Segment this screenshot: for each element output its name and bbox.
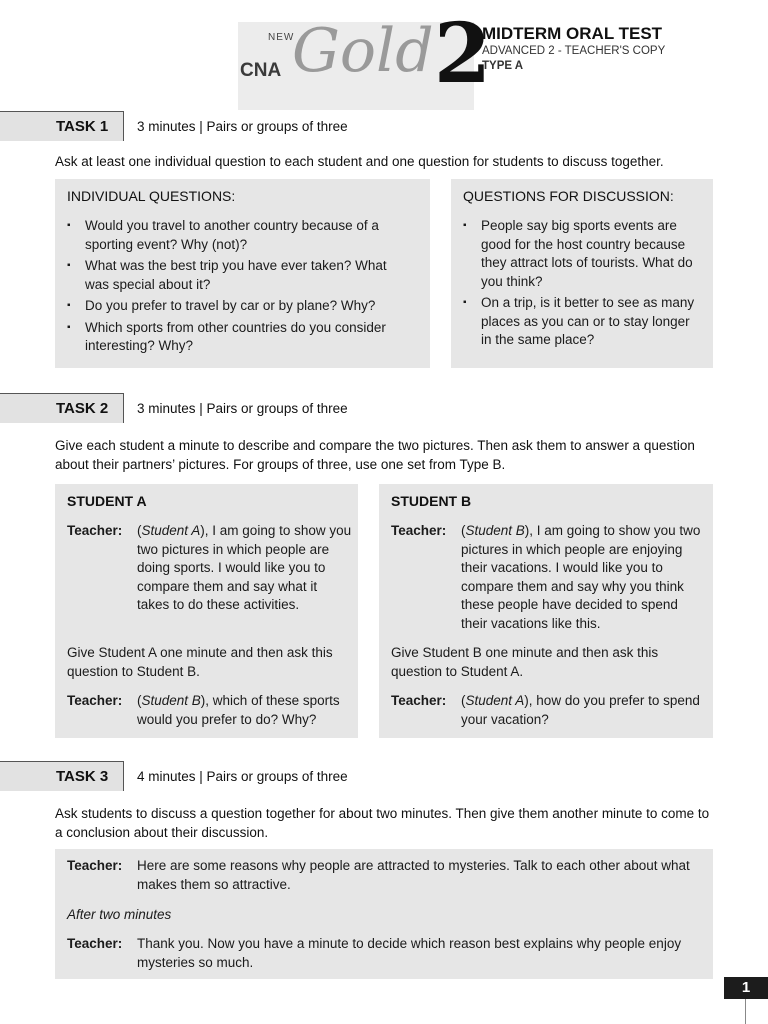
speaker-label: Teacher: xyxy=(67,523,123,538)
after-two-minutes-note: After two minutes xyxy=(67,907,172,922)
student-a-box xyxy=(55,484,358,738)
list-item: ▪ On a trip, is it better to see as many places as you can or to stay longer in the same place? xyxy=(463,294,701,350)
logo-new-text: NEW xyxy=(268,32,295,43)
teacher-line: , which of these sports would you prefer to do? Why? xyxy=(137,693,340,727)
task-1-label: TASK 1 xyxy=(56,118,109,135)
test-type: TYPE A xyxy=(482,60,524,72)
logo-gold-script: Gold xyxy=(292,16,434,86)
teacher-line: Thank you. Now you have a minute to decide which reason best explains why people enjoy mysteries so much. xyxy=(137,936,682,970)
student-name: Student B xyxy=(465,523,525,538)
speaker-label: Teacher: xyxy=(67,936,123,951)
student-b-title: STUDENT B xyxy=(391,493,472,509)
student-name: Student B xyxy=(141,693,201,708)
test-subtitle: ADVANCED 2 - TEACHER'S COPY xyxy=(482,45,666,57)
individual-questions-box xyxy=(55,179,430,368)
teacher-line: , how do you prefer to spend your vacation? xyxy=(461,693,700,727)
logo-cna-text: CNA xyxy=(240,60,282,81)
task-3-tab xyxy=(0,761,124,791)
student-a-followup: Teacher: (Student B), which of these sports would you prefer to do? Why? xyxy=(67,692,352,729)
list-item: ▪ What was the best trip you have ever taken? What was special about it? xyxy=(67,257,412,294)
task-2-tab xyxy=(0,393,124,423)
task-3-box xyxy=(55,849,713,979)
speaker-label: Teacher: xyxy=(67,693,123,708)
task-1-meta: 3 minutes | Pairs or groups of three xyxy=(137,119,348,134)
task-2-meta: 3 minutes | Pairs or groups of three xyxy=(137,401,348,416)
task-1-tab xyxy=(0,111,124,141)
logo-number: 2 xyxy=(434,6,492,102)
page-number: 1 xyxy=(724,977,768,999)
speaker-label: Teacher: xyxy=(391,693,447,708)
discussion-questions-title: QUESTIONS FOR DISCUSSION: xyxy=(463,188,674,204)
student-a-note: Give Student A one minute and then ask this question to Student B. xyxy=(67,645,333,679)
task-3-intro: Ask students to discuss a question together for about two minutes. Then give them another minute to come to a conclusion about their discussion. xyxy=(55,806,710,840)
page-number-rule xyxy=(745,999,746,1024)
list-item: ▪ Do you prefer to travel by car or by plane? Why? xyxy=(67,297,412,316)
list-item: ▪ People say big sports events are good for the host country because they attract lots of tourists. What do you think? xyxy=(463,217,701,291)
task-1-intro: Ask at least one individual question to each student and one question for students to discuss together. xyxy=(55,154,664,169)
task-3-teacher-prompt xyxy=(67,857,697,894)
teacher-line: , I am going to show you two pictures in which people are doing sports. I would like you to compare them and say what it takes to do these activities. xyxy=(137,523,352,612)
test-title: MIDTERM ORAL TEST xyxy=(482,24,663,43)
teacher-line: Here are some reasons why people are attracted to mysteries. Talk to each other about what makes them so attractive. xyxy=(137,858,690,892)
task-2-label: TASK 2 xyxy=(56,400,109,417)
task-3-label: TASK 3 xyxy=(56,768,109,785)
individual-questions-list xyxy=(67,217,412,359)
teacher-line: , I am going to show you two pictures in which people are enjoying their vacations. I would like you to compare them and say why you think these people have decided to spend their vacations like this. xyxy=(461,523,701,631)
task-2-intro: Give each student a minute to describe and compare the two pictures. Then ask them to answer a question about their partners’ pictures. For groups of three, use one set from Type B. xyxy=(55,438,695,472)
student-a-teacher-prompt: Teacher: (Student A), I am going to show you two pictures in which people are doing sports. I would like you to compare them and say what it takes to do these activities. xyxy=(67,522,352,615)
student-name: Student A xyxy=(465,693,525,708)
list-item: ▪ Would you travel to another country because of a sporting event? Why (not)? xyxy=(67,217,412,254)
speaker-label: Teacher: xyxy=(67,858,123,873)
discussion-questions-list xyxy=(463,217,701,353)
student-name: Student A xyxy=(141,523,201,538)
task-3-meta: 4 minutes | Pairs or groups of three xyxy=(137,769,348,784)
task-3-teacher-conclusion xyxy=(67,935,697,972)
student-b-note: Give Student B one minute and then ask this question to Student A. xyxy=(391,645,659,679)
student-b-followup: Teacher: (Student A), how do you prefer to spend your vacation? xyxy=(391,692,707,729)
speaker-label: Teacher: xyxy=(391,523,447,538)
student-a-title: STUDENT A xyxy=(67,493,147,509)
discussion-questions-box xyxy=(451,179,713,368)
list-item: ▪ Which sports from other countries do you consider interesting? Why? xyxy=(67,319,412,356)
student-b-box xyxy=(379,484,713,738)
student-b-teacher-prompt: Teacher: (Student B), I am going to show you two pictures in which people are enjoying their vacations. I would like you to compare them and say why you think these people have decided to spend their vacations like this. xyxy=(391,522,707,633)
individual-questions-title: INDIVIDUAL QUESTIONS: xyxy=(67,188,236,204)
